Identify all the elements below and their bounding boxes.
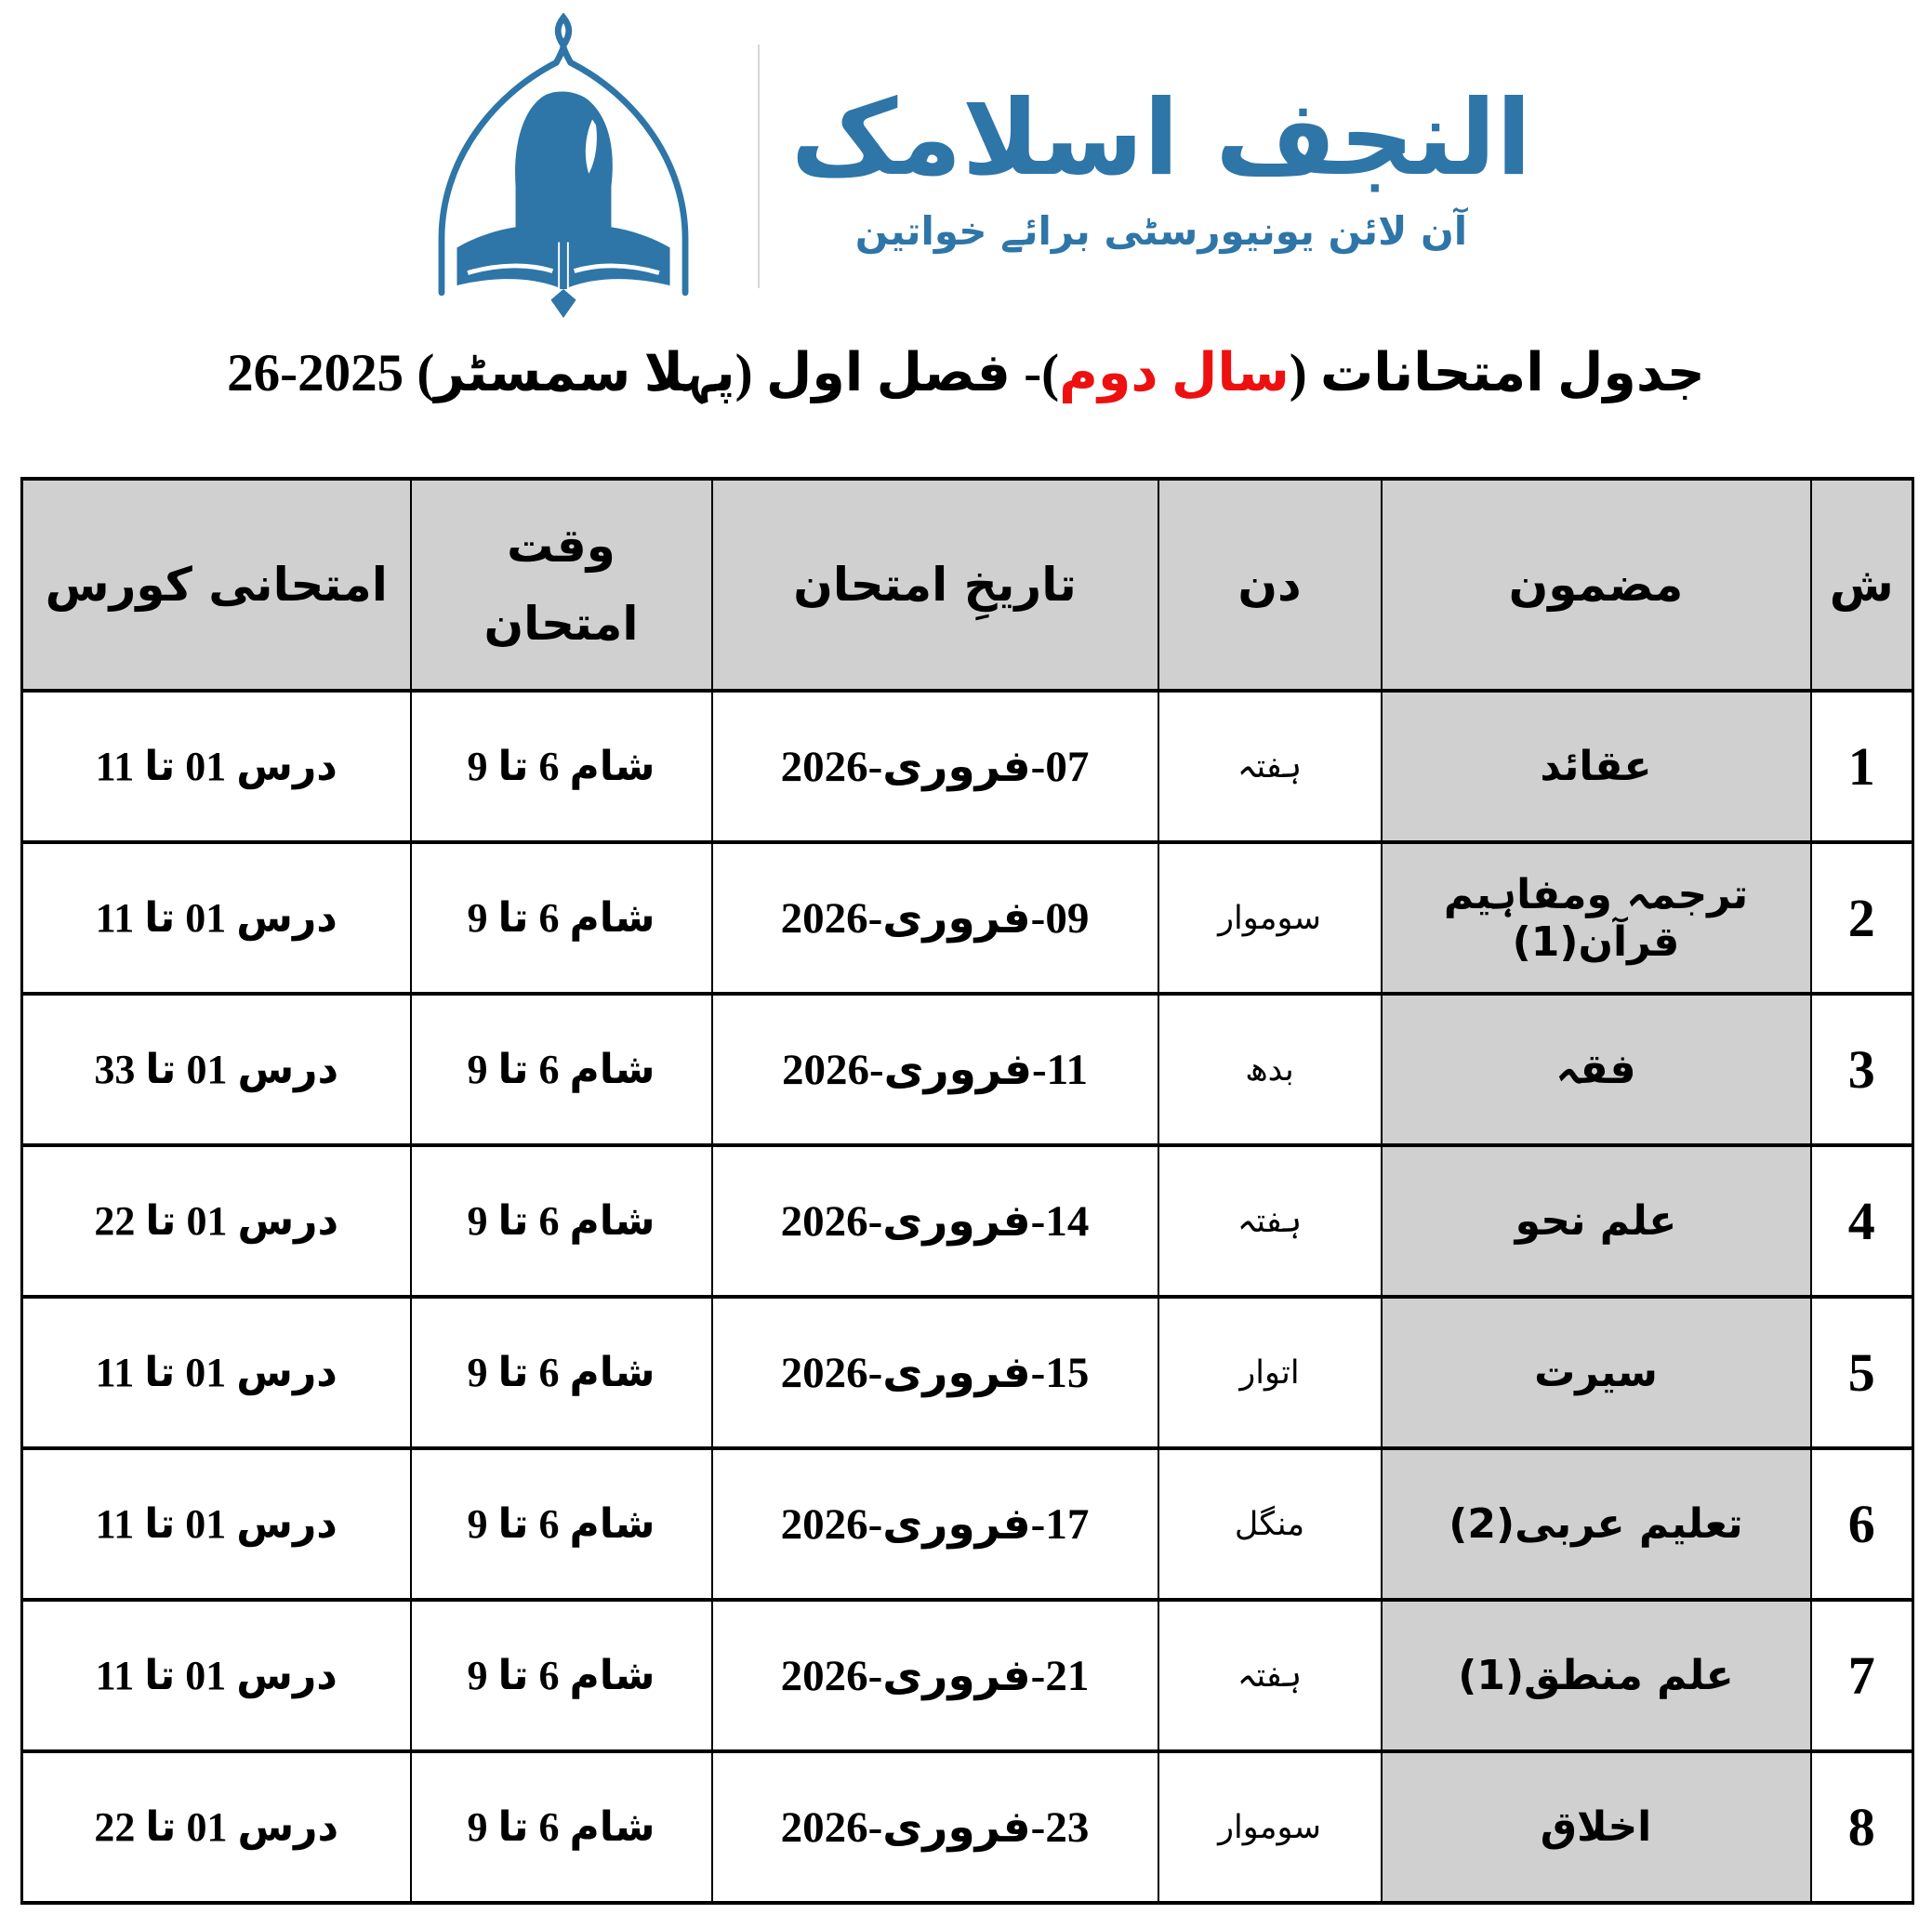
table-row xyxy=(22,1297,1913,1448)
header-subject: مضمون xyxy=(1382,479,1811,691)
page-title-suffix: )- فصل اول (پہلا سمسٹر) 2025-26 xyxy=(227,344,1060,403)
date-cell: 07-فروری-2026 xyxy=(712,691,1158,842)
time-cell: شام 6 تا 9 xyxy=(411,1751,712,1903)
date-cell: 14-فروری-2026 xyxy=(712,1145,1158,1297)
table-row xyxy=(22,1145,1913,1297)
day-cell: سوموار xyxy=(1158,842,1382,994)
course-cell: درس 01 تا 22 xyxy=(22,1145,411,1297)
time-cell: شام 6 تا 9 xyxy=(411,1600,712,1751)
page-title xyxy=(0,342,1932,403)
serial-cell: 4 xyxy=(1811,1145,1913,1297)
date-cell: 09-فروری-2026 xyxy=(712,842,1158,994)
serial-cell: 3 xyxy=(1811,994,1913,1145)
dome-woman-book-pen-icon xyxy=(401,13,726,320)
course-cell: درس 01 تا 22 xyxy=(22,1751,411,1903)
page-title-highlight: سال دوم xyxy=(1059,344,1290,403)
serial-cell: 5 xyxy=(1811,1297,1913,1448)
header-time-line2: امتحان xyxy=(483,597,639,651)
table-row xyxy=(22,691,1913,842)
subject-cell: ترجمہ ومفاہیم قرآن(1) xyxy=(1382,842,1811,994)
day-cell: اتوار xyxy=(1158,1297,1382,1448)
subject-cell: سیرت xyxy=(1382,1297,1811,1448)
day-cell: سوموار xyxy=(1158,1751,1382,1903)
header-day: دن xyxy=(1158,479,1382,691)
day-cell: ہفتہ xyxy=(1158,691,1382,842)
header-date: تاریخِ امتحان xyxy=(712,479,1158,691)
time-cell: شام 6 تا 9 xyxy=(411,691,712,842)
serial-cell: 2 xyxy=(1811,842,1913,994)
subject-cell: عقائد xyxy=(1382,691,1811,842)
date-cell: 17-فروری-2026 xyxy=(712,1448,1158,1600)
brand-divider xyxy=(758,45,760,288)
page-title-prefix: جدول امتحانات ( xyxy=(1289,344,1705,403)
time-cell: شام 6 تا 9 xyxy=(411,842,712,994)
serial-cell: 7 xyxy=(1811,1600,1913,1751)
header-course: امتحانی کورس xyxy=(22,479,411,691)
brand-title: النجف اسلامک xyxy=(790,78,1532,200)
header-time-line1: وقت xyxy=(507,519,615,573)
serial-cell: 8 xyxy=(1811,1751,1913,1903)
table-row xyxy=(22,1600,1913,1751)
table-row xyxy=(22,1751,1913,1903)
subject-cell: تعلیم عربی(2) xyxy=(1382,1448,1811,1600)
university-logo xyxy=(401,13,726,320)
date-cell: 21-فروری-2026 xyxy=(712,1600,1158,1751)
brand-subtitle: آن لائن یونیورسٹی برائے خواتین xyxy=(854,207,1468,254)
table-row xyxy=(22,842,1913,994)
date-cell: 11-فروری-2026 xyxy=(712,994,1158,1145)
table-header-row xyxy=(22,479,1913,691)
course-cell: درس 01 تا 11 xyxy=(22,1600,411,1751)
brand-calligraphy xyxy=(791,79,1532,254)
course-cell: درس 01 تا 11 xyxy=(22,1448,411,1600)
table-row xyxy=(22,994,1913,1145)
header-time xyxy=(411,479,712,691)
day-cell: ہفتہ xyxy=(1158,1600,1382,1751)
date-cell: 23-فروری-2026 xyxy=(712,1751,1158,1903)
course-cell: درس 01 تا 33 xyxy=(22,994,411,1145)
subject-cell: علم منطق(1) xyxy=(1382,1600,1811,1751)
day-cell: ہفتہ xyxy=(1158,1145,1382,1297)
course-cell: درس 01 تا 11 xyxy=(22,1297,411,1448)
serial-cell: 6 xyxy=(1811,1448,1913,1600)
date-cell: 15-فروری-2026 xyxy=(712,1297,1158,1448)
brand-header xyxy=(0,13,1932,320)
subject-cell: اخلاق xyxy=(1382,1751,1811,1903)
time-cell: شام 6 تا 9 xyxy=(411,1448,712,1600)
course-cell: درس 01 تا 11 xyxy=(22,691,411,842)
time-cell: شام 6 تا 9 xyxy=(411,994,712,1145)
time-cell: شام 6 تا 9 xyxy=(411,1297,712,1448)
time-cell: شام 6 تا 9 xyxy=(411,1145,712,1297)
subject-cell: فقہ xyxy=(1382,994,1811,1145)
subject-cell: علم نحو xyxy=(1382,1145,1811,1297)
header-serial: ش xyxy=(1811,479,1913,691)
day-cell: منگل xyxy=(1158,1448,1382,1600)
exam-schedule-table xyxy=(20,477,1914,1905)
course-cell: درس 01 تا 11 xyxy=(22,842,411,994)
serial-cell: 1 xyxy=(1811,691,1913,842)
table-row xyxy=(22,1448,1913,1600)
day-cell: بدھ xyxy=(1158,994,1382,1145)
